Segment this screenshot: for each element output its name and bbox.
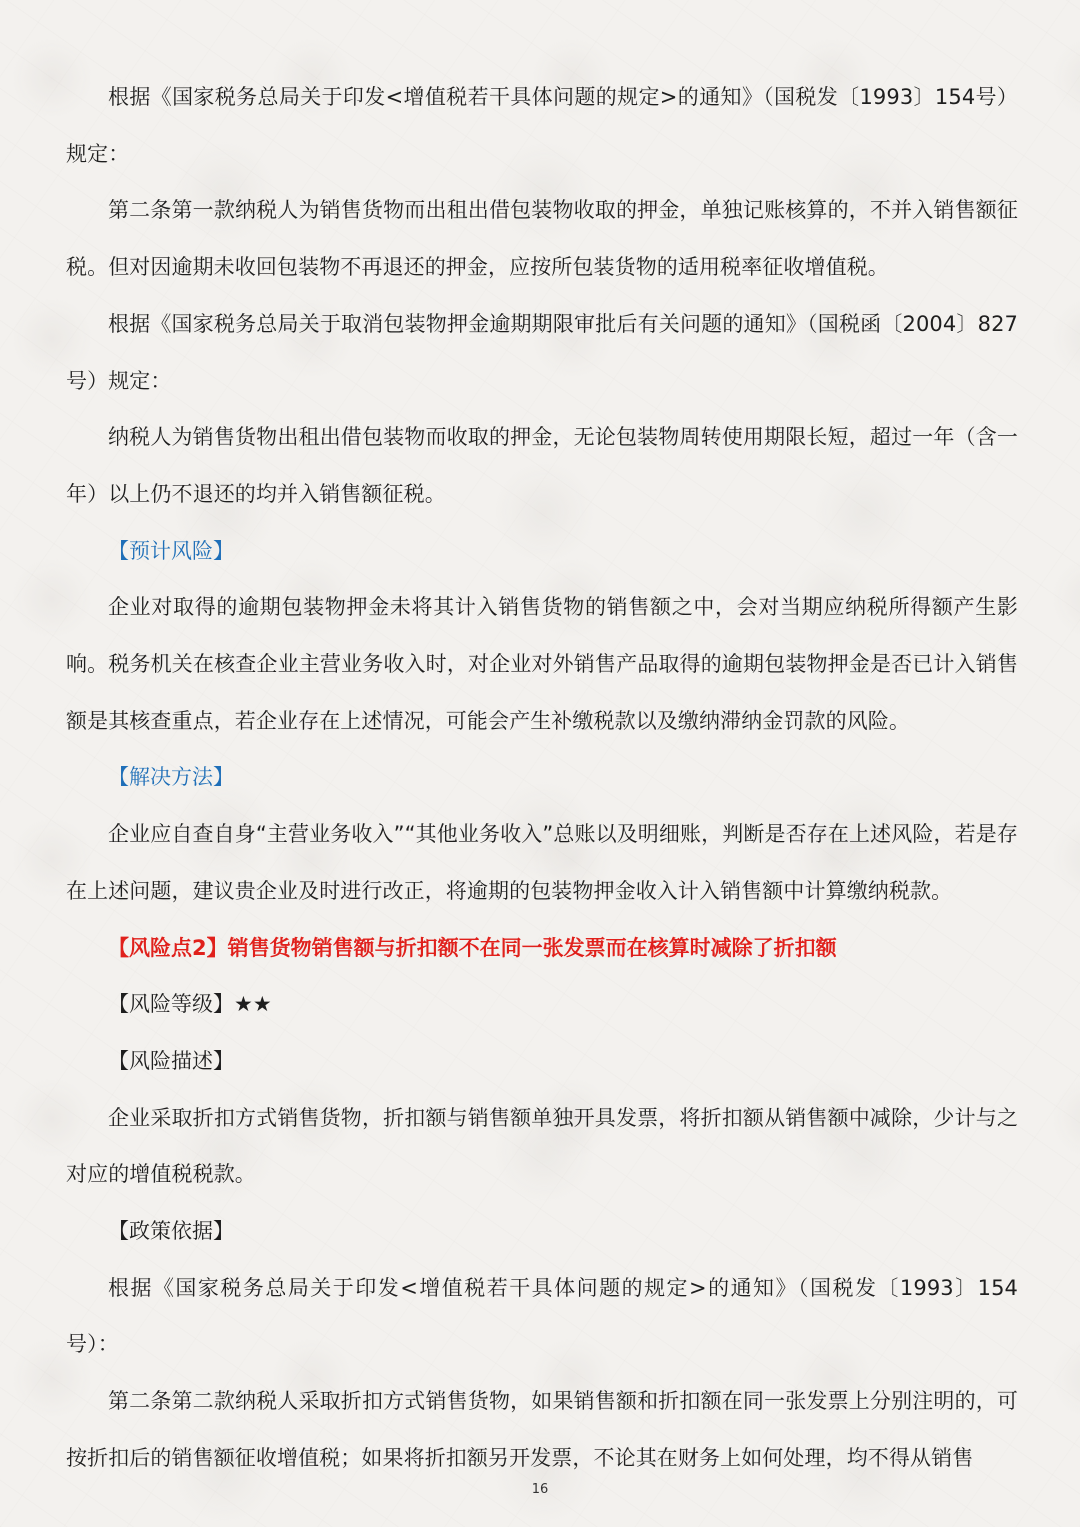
document-content — [66, 69, 1018, 1487]
paragraph-8: 根据《国家税务总局关于印发<增值税若干具体问题的规定>的通知》（国税发〔1993〕154号）： — [66, 1275, 1018, 1357]
section-heading-risk-level: 【风险等级】★★ — [108, 992, 272, 1017]
paragraph-1: 根据《国家税务总局关于印发<增值税若干具体问题的规定>的通知》（国税发〔1993〕154号）规定： — [66, 85, 1018, 166]
paragraph-2: 第二条第一款纳税人为销售货物而出租出借包装物收取的押金，单独记账核算的，不并入销售额征税。但对因逾期未收回包装物不再退还的押金，应按所包装货物的适用税率征收增值税。 — [66, 198, 1018, 280]
paragraph-3: 根据《国家税务总局关于取消包装物押金逾期期限审批后有关问题的通知》（国税函〔2004〕827号）规定： — [66, 311, 1018, 393]
paragraph-7: 企业采取折扣方式销售货物，折扣额与销售额单独开具发票，将折扣额从销售额中减除，少计与之对应的增值税税款。 — [66, 1105, 1018, 1187]
section-heading-risk-description: 【风险描述】 — [108, 1048, 234, 1073]
section-heading-solution: 【解决方法】 — [108, 765, 234, 790]
paragraph-4: 纳税人为销售货物出租出借包装物而收取的押金，无论包装物周转使用期限长短，超过一年（含一年）以上仍不退还的均并入销售额征税。 — [66, 425, 1018, 506]
paragraph-6: 企业应自查自身“主营业务收入”“其他业务收入”总账以及明细账，判断是否存在上述风险，若是存在上述问题，建议贵企业及时进行改正，将逾期的包装物押金收入计入销售额中计算缴纳税款。 — [66, 822, 1018, 903]
risk-point-title: 【风险点2】销售货物销售额与折扣额不在同一张发票而在核算时减除了折扣额 — [108, 935, 837, 960]
paragraph-9: 第二条第二款纳税人采取折扣方式销售货物，如果销售额和折扣额在同一张发票上分别注明的，可按折扣后的销售额征收增值税；如果将折扣额另开发票，不论其在财务上如何处理，均不得从销售 — [66, 1389, 1018, 1470]
page-number: 16 — [531, 1482, 549, 1497]
section-heading-expected-risk: 【预计风险】 — [108, 538, 234, 563]
section-heading-policy-basis: 【政策依据】 — [108, 1219, 234, 1244]
paragraph-5: 企业对取得的逾期包装物押金未将其计入销售货物的销售额之中，会对当期应纳税所得额产生影响。税务机关在核查企业主营业务收入时，对企业对外销售产品取得的逾期包装物押金是否已计入销售额是其核查重点，若企业存在上述情况，可能会产生补缴税款以及缴纳滞纳金罚款的风险。 — [66, 595, 1018, 733]
